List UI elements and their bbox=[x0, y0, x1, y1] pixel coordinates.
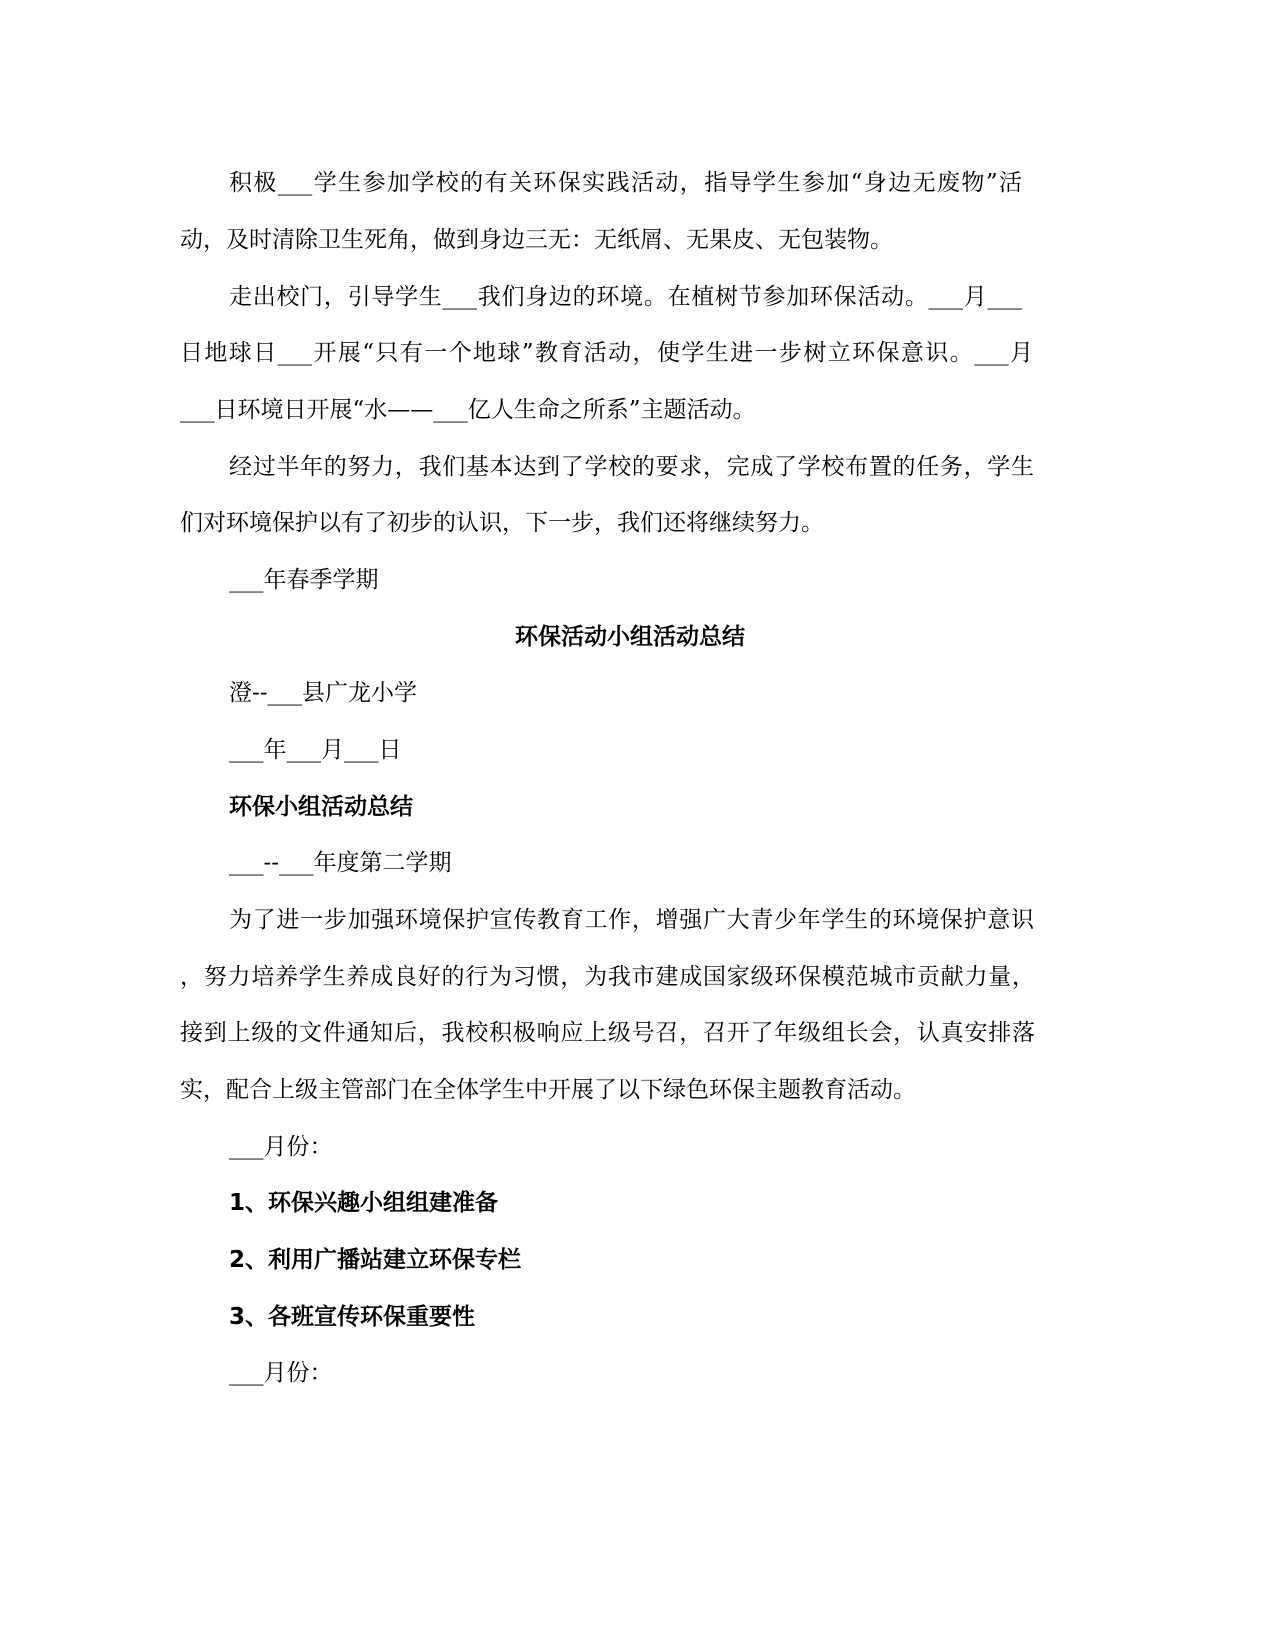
paragraph-4-line-4: 实，配合上级主管部门在全体学生中开展了以下绿色环保主题教育活动。 bbox=[180, 1077, 916, 1103]
term-date: ___年春季学期 bbox=[229, 567, 379, 593]
list-item: 1、环保兴趣小组组建准备 bbox=[229, 1190, 499, 1216]
document-title: 环保活动小组活动总结 bbox=[515, 624, 745, 650]
paragraph-4-line-3: 接到上级的文件通知后，我校积极响应上级号召，召开了年级组长会，认真安排落 bbox=[180, 1020, 1035, 1046]
paragraph-4-line-2: ，努力培养学生养成良好的行为习惯，为我市建成国家级环保模范城市贡献力量， bbox=[180, 964, 1035, 990]
paragraph-3-line-1: 经过半年的努力，我们基本达到了学校的要求，完成了学校布置的任务，学生 bbox=[229, 454, 1034, 480]
month-heading-1: ___月份： bbox=[229, 1134, 333, 1160]
semester: ___--___年度第二学期 bbox=[229, 850, 452, 876]
month-heading-2: ___月份： bbox=[229, 1360, 333, 1386]
paragraph-4-line-1: 为了进一步加强环境保护宣传教育工作，增强广大青少年学生的环境保护意识 bbox=[229, 907, 1034, 933]
list-item: 2、利用广播站建立环保专栏 bbox=[229, 1247, 522, 1273]
list-item: 3、各班宣传环保重要性 bbox=[229, 1304, 476, 1330]
document-subtitle: 环保小组活动总结 bbox=[229, 794, 413, 820]
paragraph-1-line-2: 动，及时清除卫生死角，做到身边三无：无纸屑、无果皮、无包装物。 bbox=[180, 227, 893, 253]
paragraph-2-line-1: 走出校门，引导学生___我们身边的环境。在植树节参加环保活动。___月___ bbox=[229, 284, 1022, 310]
paragraph-1-line-1: 积极___学生参加学校的有关环保实践活动，指导学生参加“身边无废物”活 bbox=[229, 170, 1022, 196]
document-date: ___年___月___日 bbox=[229, 737, 402, 763]
paragraph-3-line-2: 们对环境保护以有了初步的认识，下一步，我们还将继续努力。 bbox=[180, 510, 824, 536]
paragraph-2-line-3: ___日环境日开展“水——___亿人生命之所系”主题活动。 bbox=[180, 397, 756, 423]
paragraph-2-line-2: 日地球日___开展“只有一个地球”教育活动，使学生进一步树立环保意识。___月 bbox=[180, 340, 1033, 366]
school-name: 澄--___县广龙小学 bbox=[229, 680, 418, 706]
